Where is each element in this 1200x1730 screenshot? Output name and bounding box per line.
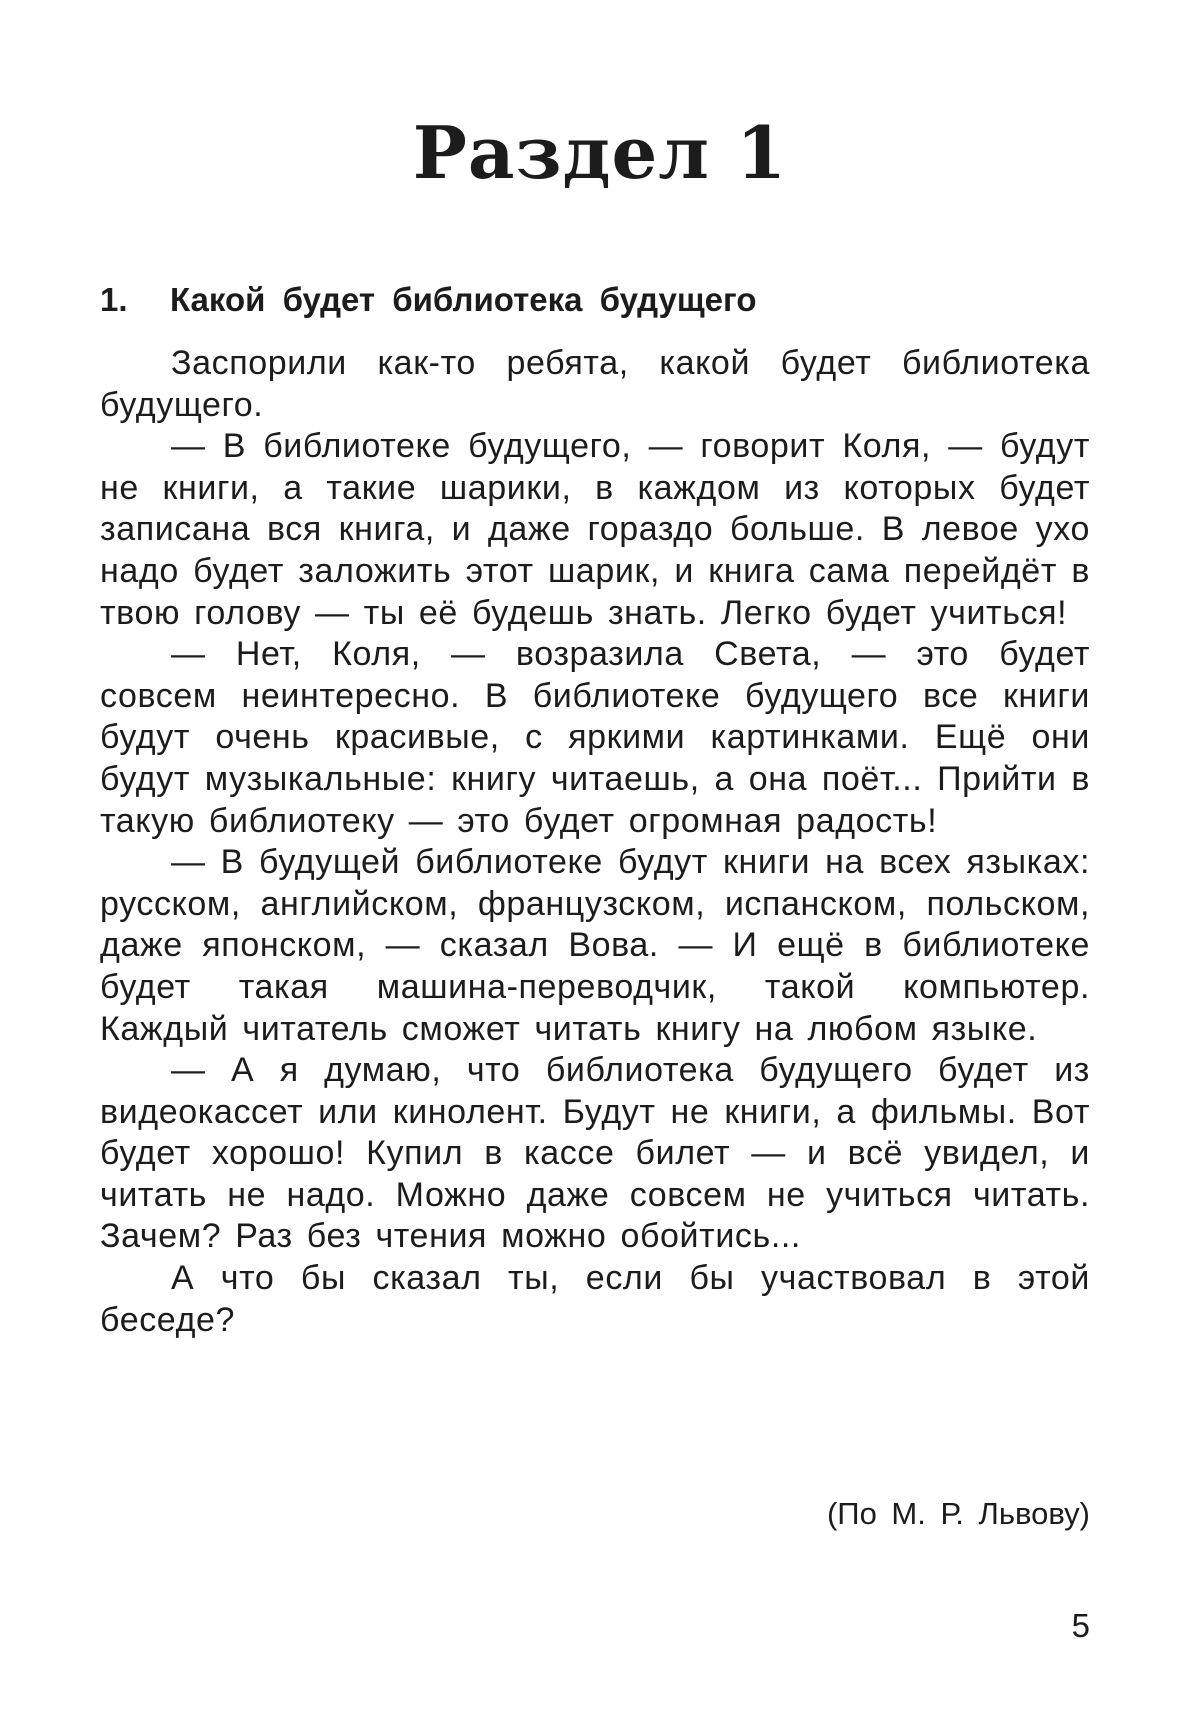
- page-number: 5: [1071, 1607, 1090, 1644]
- story-paragraph: — В будущей библиотеке будут книги на всех языках: русском, английском, французском, испанском, польском, даже японском, — сказал Вова. — И ещё в библиотеке будет такая машина-переводчик, такой компьютер. Каждый читатель сможет читать книгу на любом языке.: [100, 843, 1090, 1048]
- story-paragraph: А что бы сказал ты, если бы участвовал в этой беседе?: [100, 1259, 1090, 1339]
- story-paragraph: Заспорили как-то ребята, какой будет библиотека будущего.: [100, 344, 1090, 424]
- story-attribution: (По М. Р. Львову): [826, 1496, 1090, 1531]
- section-title: Раздел 1: [412, 110, 788, 195]
- story-paragraph: — Нет, Коля, — возразила Света, — это будет совсем неинтересно. В библиотеке будущего все книги будут очень красивые, с яркими картинками. Ещё они будут музыкальные: книгу читаешь, а она поёт... Прийти в такую библиотеку — это будет огромная радость!: [100, 635, 1090, 840]
- story-paragraph: — В библиотеке будущего, — говорит Коля, — будут не книги, а такие шарики, в каждом из которых будет записана вся книга, и даже гораздо больше. В левое ухо надо будет заложить этот шарик, и книга сама перейдёт в твою голову — ты её будешь знать. Легко будет учиться!: [100, 427, 1090, 632]
- story-text: [100, 343, 1090, 1341]
- chapter-title: Какой будет библиотека будущего: [170, 281, 757, 318]
- chapter-heading: [100, 278, 1100, 322]
- story-paragraph: — А я думаю, что библиотека будущего будет из видеокассет или кинолент. Будут не книги, а фильмы. Вот будет хорошо! Купил в кассе билет — и всё увидел, и читать не надо. Можно даже совсем не учиться читать. Зачем? Раз без чтения можно обойтись...: [100, 1051, 1090, 1256]
- chapter-number: 1.: [100, 281, 128, 318]
